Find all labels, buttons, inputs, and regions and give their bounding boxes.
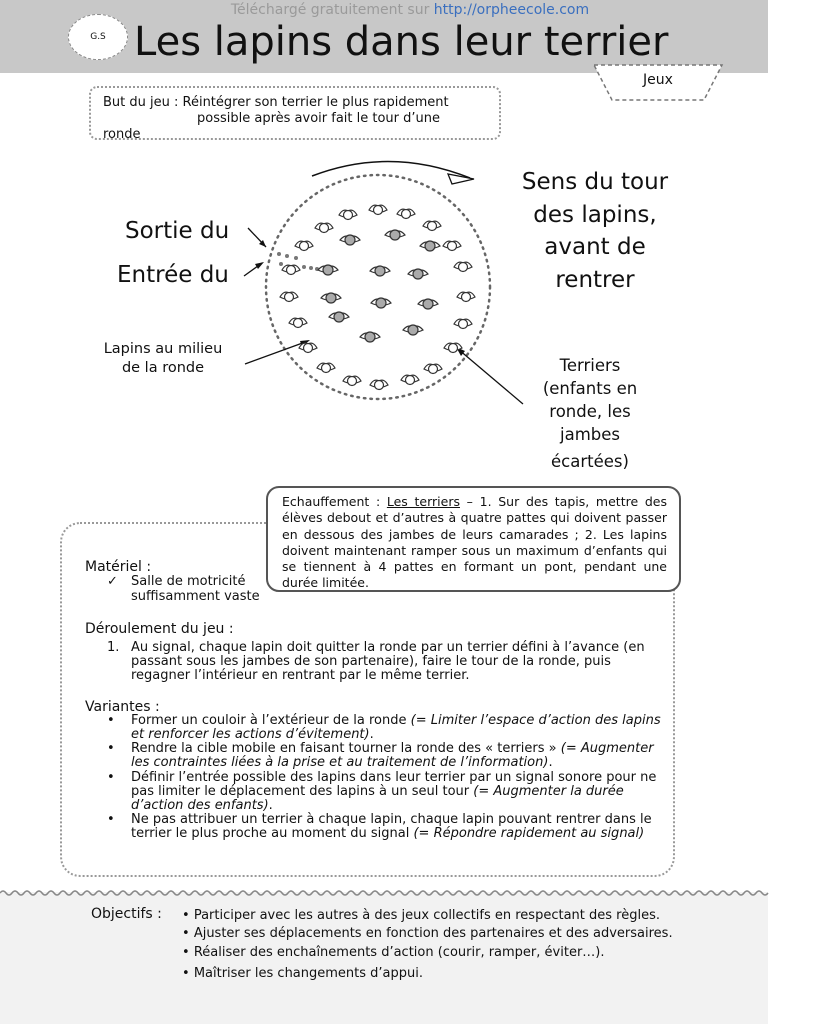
objective-text-3: Réaliser des enchaînements d’action (courir, ramper, éviter…).: [193, 945, 605, 960]
variante-3-plain-a: Définir l’entrée possible des lapins dans leur terrier par un signal sonore pour ne: [131, 770, 657, 785]
variante-2-italic-a: (= Augmenter: [560, 741, 654, 756]
children-ring: [280, 205, 475, 389]
goal-line-1: Réintégrer son terrier le plus rapidement: [178, 95, 449, 110]
direction-line-3: avant de: [544, 234, 646, 260]
variante-1-italic-b: et renforcer les actions d’évitement): [131, 727, 370, 742]
rabbits-line-1: Lapins au milieu: [103, 341, 223, 357]
variante-3-italic-a: (= Augmenter la durée: [473, 784, 624, 799]
goal-box: [89, 86, 501, 140]
deroulement-line-1: Au signal, chaque lapin doit quitter la ronde par un terrier défini à l’avance (en: [131, 640, 645, 655]
variante-1-plain: Former un couloir à l’extérieur de la ronde: [131, 713, 411, 728]
goal-label: But du jeu :: [103, 95, 179, 110]
direction-line-2: des lapins,: [533, 201, 657, 228]
variante-1-italic-a: (= Limiter l’espace d’action des lapins: [410, 713, 661, 728]
variante-2-italic-b: les contraintes liées à la prise et au traitement de l’information): [131, 755, 549, 770]
warmup-prefix: Echauffement :: [282, 494, 387, 509]
materiel-item-line-2: suffisamment vaste: [131, 589, 260, 604]
rabbits-label: [88, 340, 238, 378]
entry-arrowhead: [255, 262, 264, 269]
variante-3-italic-b: d’action des enfants): [131, 798, 269, 813]
deroulement-line-2: passant sous les jambes de son partenaire), faire le tour de la ronde, puis: [131, 654, 611, 669]
objective-item-4: • Maîtriser les changements d’appui.: [182, 966, 424, 981]
burrows-line-1: Terriers: [559, 356, 621, 375]
burrows-line-4: jambes: [560, 425, 620, 444]
rabbits-arrow: [245, 341, 308, 364]
burrows-line-3: ronde, les: [549, 402, 631, 421]
deroulement-line-3: regagner l’intérieur en rentrant par le même terrier.: [131, 668, 470, 683]
variante-3-tail: .: [268, 798, 273, 813]
level-badge: G.S: [68, 14, 128, 60]
warmup-name: Les terriers: [386, 494, 460, 509]
materiel-heading: Matériel :: [85, 559, 152, 575]
deroulement-number: 1.: [107, 640, 120, 655]
warmup-text: – 1. Sur des tapis, mettre des élèves debout et d’autres à quatre pattes qui doivent passer en dessous des jambes de leurs camarades ; 2. Les lapins doivent maintenant ramper sous un maximum d’enfants qui se tiennent à 4 pattes en formant un pont, pendant une durée limitée.: [282, 494, 667, 591]
objectives-label: Objectifs :: [91, 906, 162, 922]
direction-line-4: rentrer: [555, 266, 635, 293]
bullet-dot: •: [107, 741, 115, 756]
burrows-line-5: écartées): [551, 452, 629, 471]
objective-item-1: • Participer avec les autres à des jeux collectifs en respectant des règles.: [182, 908, 660, 923]
objective-text-4: Maîtriser les changements d’appui.: [193, 966, 424, 981]
direction-arrowhead: [448, 174, 474, 184]
variante-4-plain-a: Ne pas attribuer un terrier à chaque lapin, chaque lapin pouvant rentrer dans le: [131, 812, 652, 827]
objective-item-3: • Réaliser des enchaînements d’action (courir, ramper, éviter…).: [182, 945, 605, 960]
exit-label: Sortie du: [125, 218, 230, 244]
bullet-dot: •: [107, 812, 115, 827]
variante-1-tail: .: [369, 727, 374, 742]
variante-2-plain: Rendre la cible mobile en faisant tourner la ronde des « terriers »: [131, 741, 561, 756]
direction-line-1: Sens du tour: [521, 169, 669, 195]
entry-label: Entrée du: [117, 262, 229, 288]
category-tag: [593, 64, 723, 101]
variante-3-plain-b: pas limiter le déplacement des lapins à un seul tour: [131, 784, 474, 799]
rabbits-line-2: de la ronde: [121, 360, 205, 376]
page-title: Les lapins dans leur terrier: [134, 19, 669, 65]
variante-4-plain-b: terrier le plus proche au moment du signal: [131, 826, 414, 841]
variantes-heading: Variantes :: [85, 699, 160, 715]
download-text: Téléchargé gratuitement sur: [230, 2, 434, 18]
rabbits-group: [318, 230, 440, 342]
materiel-check: ✓: [107, 574, 118, 589]
variante-2-tail: .: [548, 755, 553, 770]
burrows-label: [525, 354, 655, 473]
variante-4-italic: (= Répondre rapidement au signal): [413, 826, 645, 841]
burrows-arrow: [458, 349, 523, 404]
materiel-item-line-1: Salle de motricité: [131, 574, 246, 589]
deroulement-heading: Déroulement du jeu :: [85, 621, 234, 637]
goal-line-2: possible après avoir fait le tour d’une: [197, 111, 440, 126]
footer-wave-border: [0, 886, 768, 900]
goal-line-3: ronde: [103, 127, 141, 142]
objective-item-2: • Ajuster ses déplacements en fonction des partenaires et des adversaires.: [182, 926, 673, 941]
burrows-line-2: (enfants en: [542, 379, 638, 398]
bullet-dot: •: [107, 770, 115, 785]
warmup-box: [266, 486, 681, 592]
objective-text-1: Participer avec les autres à des jeux collectifs en respectant des règles.: [193, 908, 660, 923]
objective-text-2: Ajuster ses déplacements en fonction des partenaires et des adversaires.: [193, 926, 673, 941]
download-link[interactable]: http://orpheecole.com: [433, 2, 590, 18]
direction-label: [500, 166, 690, 293]
bullet-dot: •: [107, 713, 115, 728]
category-label: Jeux: [643, 72, 673, 88]
